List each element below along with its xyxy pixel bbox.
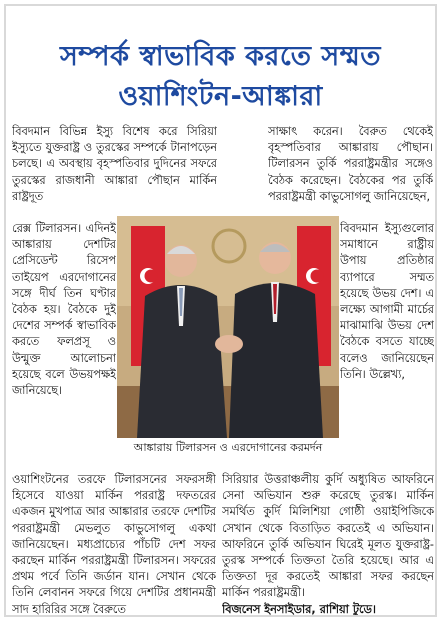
handshake-photo-illustration	[117, 216, 339, 438]
headline-line-2: ওয়াশিংটন-আঙ্কারা	[118, 81, 323, 112]
article-column-left-top	[12, 124, 217, 205]
article-paragraph: বিবদমান ইস্যুগুলোর সমাধানে রাষ্ট্রীয় উপায় প্রতিষ্ঠার ব্যাপারে সম্মত হয়েছে উভয় দেশ। এ লক্ষ্যে আগামী মার্চের মাঝামাঝি উভয় দেশ বৈঠকে বসতে যাচ্ছে বলেও জানিয়েছেন তিনি। উল্লেখ্য,	[340, 222, 434, 381]
article-paragraph: ওয়াশিংটনের তরফে টিলারসনের সফরসঙ্গী হিসেবে যাওয়া মার্কিন পররাষ্ট্র দফতরের একজন মুখপাত্র আর আঙ্কারার তরফে দেশটির পররাষ্ট্রমন্ত্রী মেভলুত কাভুসোগলু একথা জানিয়েছেন। মধ্যপ্রাচ্যের পাঁচটি দেশ সফর করছেন মার্কিন পররাষ্ট্রমন্ত্রী টিলারসন। সফরের প্রথম পর্বে তিনি জর্ডান যান। সেখান থেকে তিনি লেবানন সফরে গিয়ে দেশটির প্রধানমন্ত্রী সাদ হারিরির সঙ্গে বৈরুতে	[12, 473, 216, 616]
source-signature: বিজনেস ইনসাইডার, রাশিয়া টুডে।	[222, 602, 376, 616]
article-column-right-side	[340, 221, 434, 471]
article-paragraph: সিরিয়ার উত্তরাঞ্চলীয় কুর্দি অধ্যুষিত আফরিনে সেনা অভিযান শুরু করেছে তুরস্ক। মার্কিন সমর্থিত কুর্দি মিলিশিয়া গোষ্ঠী ওয়াইপিজিকে সেখান থেকে বিতাড়িত করতেই এ অভিযান। আফরিনে তুর্কি অভিযান ঘিরেই মূলত যুক্তরাষ্ট্র-তুরস্ক সম্পর্কে তিক্ততা তৈরি হয়েছে। আর এ তিক্ততা দূর করতেই আঙ্কারা সফর করছেন মার্কিন পররাষ্ট্রমন্ত্রী।	[222, 473, 434, 600]
article-paragraph: রেক্স টিলারসন। এদিনই আঙ্কারায় দেশটির প্রেসিডেন্ট রিসেপ তাইয়েপ এরদোগানের সঙ্গে দীর্ঘ তিন ঘণ্টার বৈঠক হয়। বৈঠকে দুই দেশের সম্পর্ক স্বাভাবিক করতে ফলপ্রসূ ও উন্মুক্ত আলোচনা হয়েছে বলে উভয়পক্ষই জানিয়েছে।	[12, 222, 116, 398]
article-column-bottom-right	[222, 472, 434, 617]
article-column-left-side	[12, 221, 116, 469]
newspaper-clipping	[4, 4, 437, 617]
headline-line-1: সম্পর্ক স্বাভাবিক করতে সম্মত	[59, 41, 382, 72]
handshake	[215, 335, 243, 353]
photo-caption: আঙ্কারায় টিলারসন ও এরদোগানের করমর্দন	[117, 438, 339, 458]
article-column-right-top	[268, 124, 433, 205]
news-photo	[117, 216, 339, 438]
article-paragraph: সাক্ষাৎ করেন। বৈরুত থেকেই বৃহস্পতিবার আঙ্কারায় পৌছান। টিলারসন তুর্কি পররাষ্ট্রমন্ত্রীর সঙ্গেও বৈঠক করেছেন। বৈঠকের পর তুর্কি পররাষ্ট্রমন্ত্রী কাভুসোগলু জানিয়েছেন,	[268, 125, 433, 203]
article-paragraph: বিবদমান বিভিন্ন ইস্যু বিশেষ করে সিরিয়া ইস্যুতে যুক্তরাষ্ট্র ও তুরস্কের সম্পর্কে টানাপড়েন চলছে। এ অবস্থায় বৃহস্পতিবার দুদিনের সফরে তুরস্কের রাজধানী আঙ্কারা পৌছান মার্কিন রাষ্ট্রদূত	[12, 125, 217, 203]
article-column-bottom-left	[12, 472, 216, 617]
